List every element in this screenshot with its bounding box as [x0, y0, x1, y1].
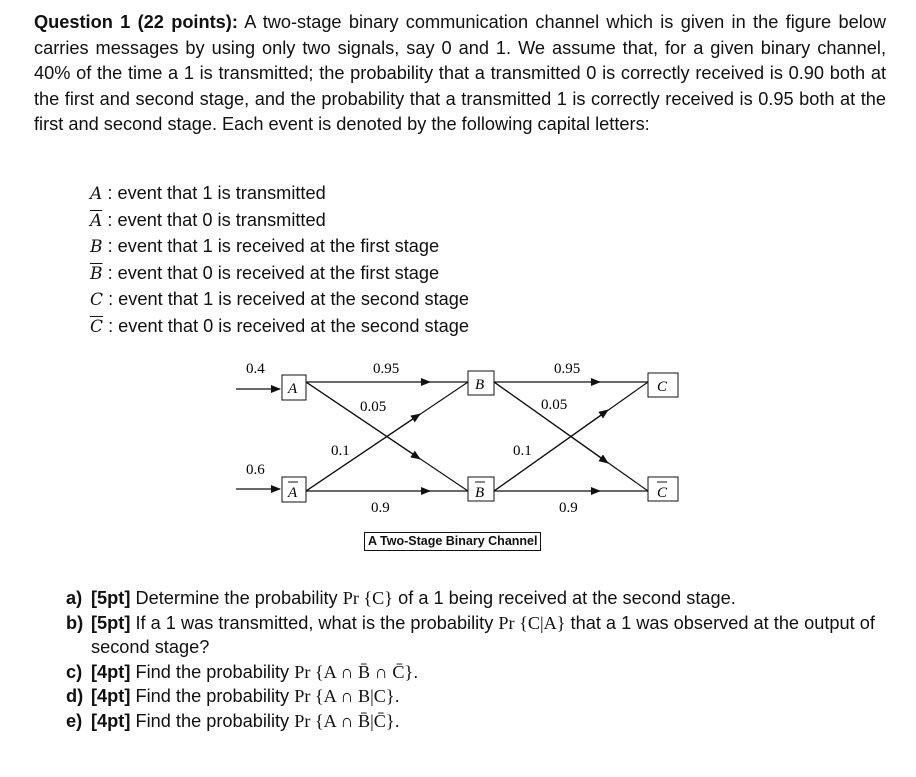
prob-s1-top-cross: 0.05 [360, 399, 387, 415]
prob-input-bottom: 0.6 [246, 462, 265, 478]
node-c-label: C [657, 379, 668, 395]
node-b-bar-label: B [475, 485, 485, 501]
event-description: : event that 0 is received at the first stage [107, 262, 440, 283]
part-text-end: . [394, 710, 400, 731]
node-a-bar-label: A [288, 485, 298, 501]
part-text-end: . [394, 686, 400, 707]
part-label: b) [66, 612, 84, 633]
part-e [66, 709, 886, 734]
node-c-bar-label: C [657, 485, 668, 501]
prob-input-top: 0.4 [246, 361, 265, 377]
event-description: : event that 1 is received at the first stage [107, 236, 440, 257]
part-expression: Pr {C} [342, 588, 394, 608]
node-a-label: A [288, 381, 298, 397]
prob-s2-top-cross: 0.05 [541, 397, 568, 413]
part-text: If a 1 was transmitted, what is the probability [135, 612, 494, 633]
part-label: e) [66, 710, 83, 731]
part-points: [4pt] [91, 686, 131, 707]
part-c [66, 660, 886, 685]
part-expression: Pr {A ∩ B̄|C̄} [294, 710, 395, 731]
part-points: [5pt] [91, 588, 131, 608]
part-text-end: . [413, 661, 419, 682]
part-label: d) [66, 686, 84, 707]
event-symbol: B [90, 237, 103, 258]
part-b [66, 611, 886, 660]
part-points: [4pt] [91, 661, 131, 682]
part-text-end: of a 1 being received at the second stage. [398, 588, 736, 608]
diagram-caption: A Two-Stage Binary Channel [364, 532, 541, 551]
event-symbol: $\overline{C}$ [90, 316, 104, 337]
event-description: : event that 0 is transmitted [107, 209, 326, 230]
prob-s2-bottom-straight: 0.9 [559, 500, 578, 516]
part-text: Determine the probability [135, 588, 338, 608]
event-symbol: A [90, 184, 103, 204]
part-label: c) [66, 661, 83, 682]
event-description: : event that 1 is transmitted [107, 183, 326, 203]
part-points: [5pt] [91, 612, 131, 633]
part-text-end: that a 1 was observed at the output of second stage? [91, 612, 875, 658]
part-points: [4pt] [91, 710, 131, 731]
part-text: Find the probability [135, 686, 290, 707]
part-text: Find the probability [135, 661, 290, 682]
node-b-label: B [475, 377, 485, 393]
part-d [66, 684, 886, 709]
prob-s2-top-straight: 0.95 [554, 361, 581, 377]
event-symbol: $\overline{B}$ [90, 263, 103, 284]
question-heading: Question 1 (22 points): [34, 12, 238, 32]
part-expression: Pr {A ∩ B|C} [294, 686, 395, 707]
prob-s1-top-straight: 0.95 [373, 361, 400, 377]
prob-s1-bottom-cross: 0.1 [331, 443, 350, 459]
question-parts [66, 586, 886, 734]
event-description: : event that 1 is received at the second stage [108, 289, 470, 310]
part-label: a) [66, 588, 83, 608]
part-expression: Pr {C|A} [498, 612, 566, 633]
part-a [66, 586, 886, 611]
question-body: A two-stage binary communication channel which is given in the figure below carries messages by using only two signals, say 0 and 1. We assume that, for a given binary channel, 40% of the time a 1 is transmitted; the probability that a transmitted 0 is correctly received is 0.90 both at the first and second stage, and the probability that a transmitted 1 is correctly received is 0.95 both at the first and second stage. Each event is denoted by the following capital letters: [34, 12, 887, 135]
event-symbol: C [90, 290, 104, 311]
prob-s1-bottom-straight: 0.9 [371, 500, 390, 516]
event-symbol: $\overline{A}$ [90, 210, 103, 231]
prob-s2-bottom-cross: 0.1 [513, 443, 532, 459]
event-description: : event that 0 is received at the second stage [108, 315, 470, 336]
part-text: Find the probability [135, 710, 290, 731]
part-expression: Pr {A ∩ B̄ ∩ C̄} [294, 661, 414, 682]
